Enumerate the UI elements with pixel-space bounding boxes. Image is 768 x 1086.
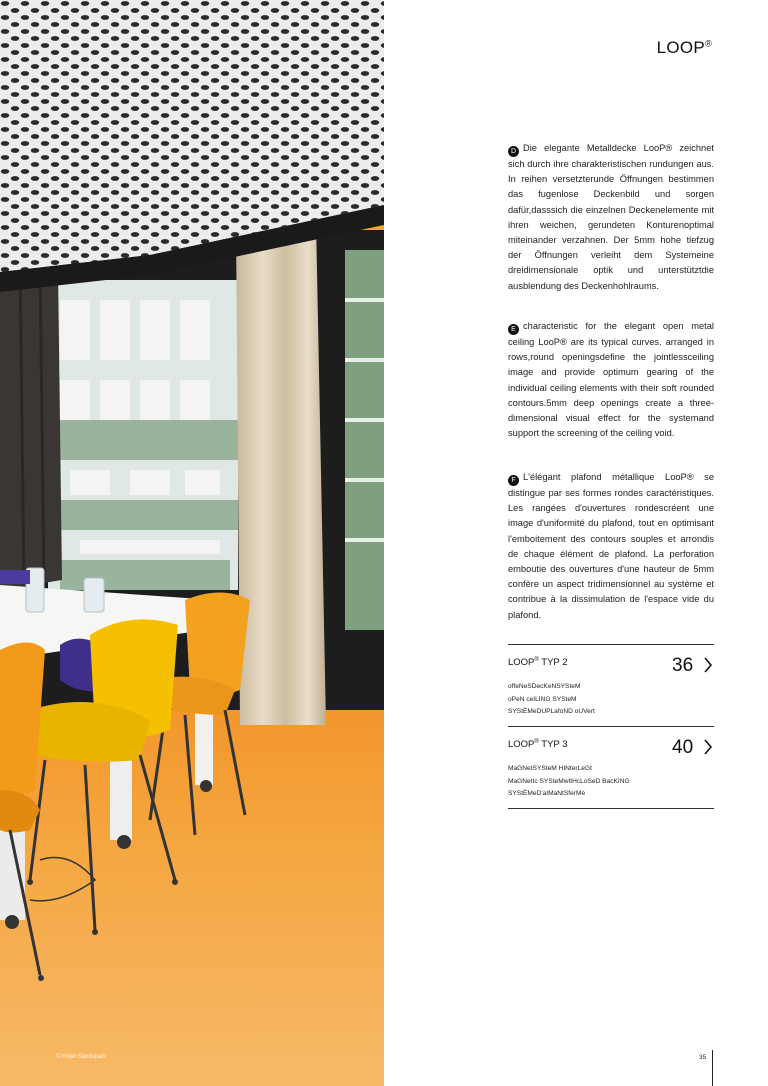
section-english [508,319,714,441]
list-item: SYStÈMeD'aIMaNtSferMé [508,790,586,797]
reference-mark: ® [534,657,539,663]
photo-credit: © Hotel Säntispark [56,1054,107,1060]
section-german [508,141,714,294]
reference-suffix: TYP 3 [538,739,568,751]
reference-link-typ3[interactable] [508,739,568,750]
section-text: characteristic for the elegant open metal ceiling LooP® are its typical curves. arranged in rows,round openingsdefine the jointlessceiling image and provide optimum gearing of the individual ceiling elements with their soft rounded contours.5mm deep openings create a three-dimensional visual effect for the systemand support the screening of the ceiling void. [508,321,714,439]
reference-link-typ2[interactable] [508,657,568,668]
list-item: MaGNetSYSteM HINterLeGt [508,765,592,772]
window-right [345,250,384,630]
divider [508,644,714,645]
divider [508,808,714,809]
reference-page-40[interactable]: 40 [672,737,694,758]
chevron-right-icon[interactable] [703,739,713,755]
reference-label: LOOP [508,657,535,669]
beige-curtain [236,220,326,725]
reference-description [508,681,595,719]
page-marker-line [712,1050,713,1086]
page-number: 35 [699,1054,707,1061]
dark-curtain [0,260,62,590]
section-text: Die elegante Metalldecke LooP® zeichnet sich durch ihre charakteristischen rundungen aus. In reihen versetzterunde Öffnungen bestimmen das fugenlose Deckenbild und sorgen dafür,dasssich die einzelnen Deckenelemente mit ihren weichen, gerundeten Konturenoptimal miteinander verzahnen. Der 5mm hohe tiefzug der Öffnungen verleiht dem Systemeine dreidimensionale optik und unterstütztdie ausblendung des Deckenhohlraums. [508,143,714,291]
section-text: L'élégant plafond métallique LooP® se distingue par ses formes rondes caractéristiques. Les rangées d'ouvertures rondescréent une image d'uniformité du plafond, tout en optimisant l'emboitement des contours souples et arrondis de chaque élément de plafond. La perforation emboutie des ouvertures d'une hauteur de 5mm confère un aspect tridimensionnel au système et contribue à la dissimulation de l'espace vide du plafond. [508,472,714,620]
reference-suffix: TYP 2 [538,657,568,669]
section-badge: E [508,324,519,335]
section-badge: F [508,475,519,486]
chevron-right-icon[interactable] [703,657,713,673]
title-mark: ® [705,38,712,49]
list-item: SYStÈMeDUPLafoND oUVert [508,708,595,715]
list-item: oPeN ceILING SYSteM [508,695,577,703]
reference-label: LOOP [508,739,535,751]
reference-page-36[interactable]: 36 [672,655,694,676]
list-item: offeNeSDecKeNSYSteM [508,683,581,690]
section-french [508,470,714,623]
reference-description [508,763,630,801]
section-badge: D [508,146,519,157]
page-title [657,38,712,58]
divider [508,726,714,727]
title-text: LOOP [656,38,706,57]
reference-mark: ® [534,739,539,745]
list-item: MaGNetIc SYSteMwItHcLoSeD BacKING [508,777,630,785]
